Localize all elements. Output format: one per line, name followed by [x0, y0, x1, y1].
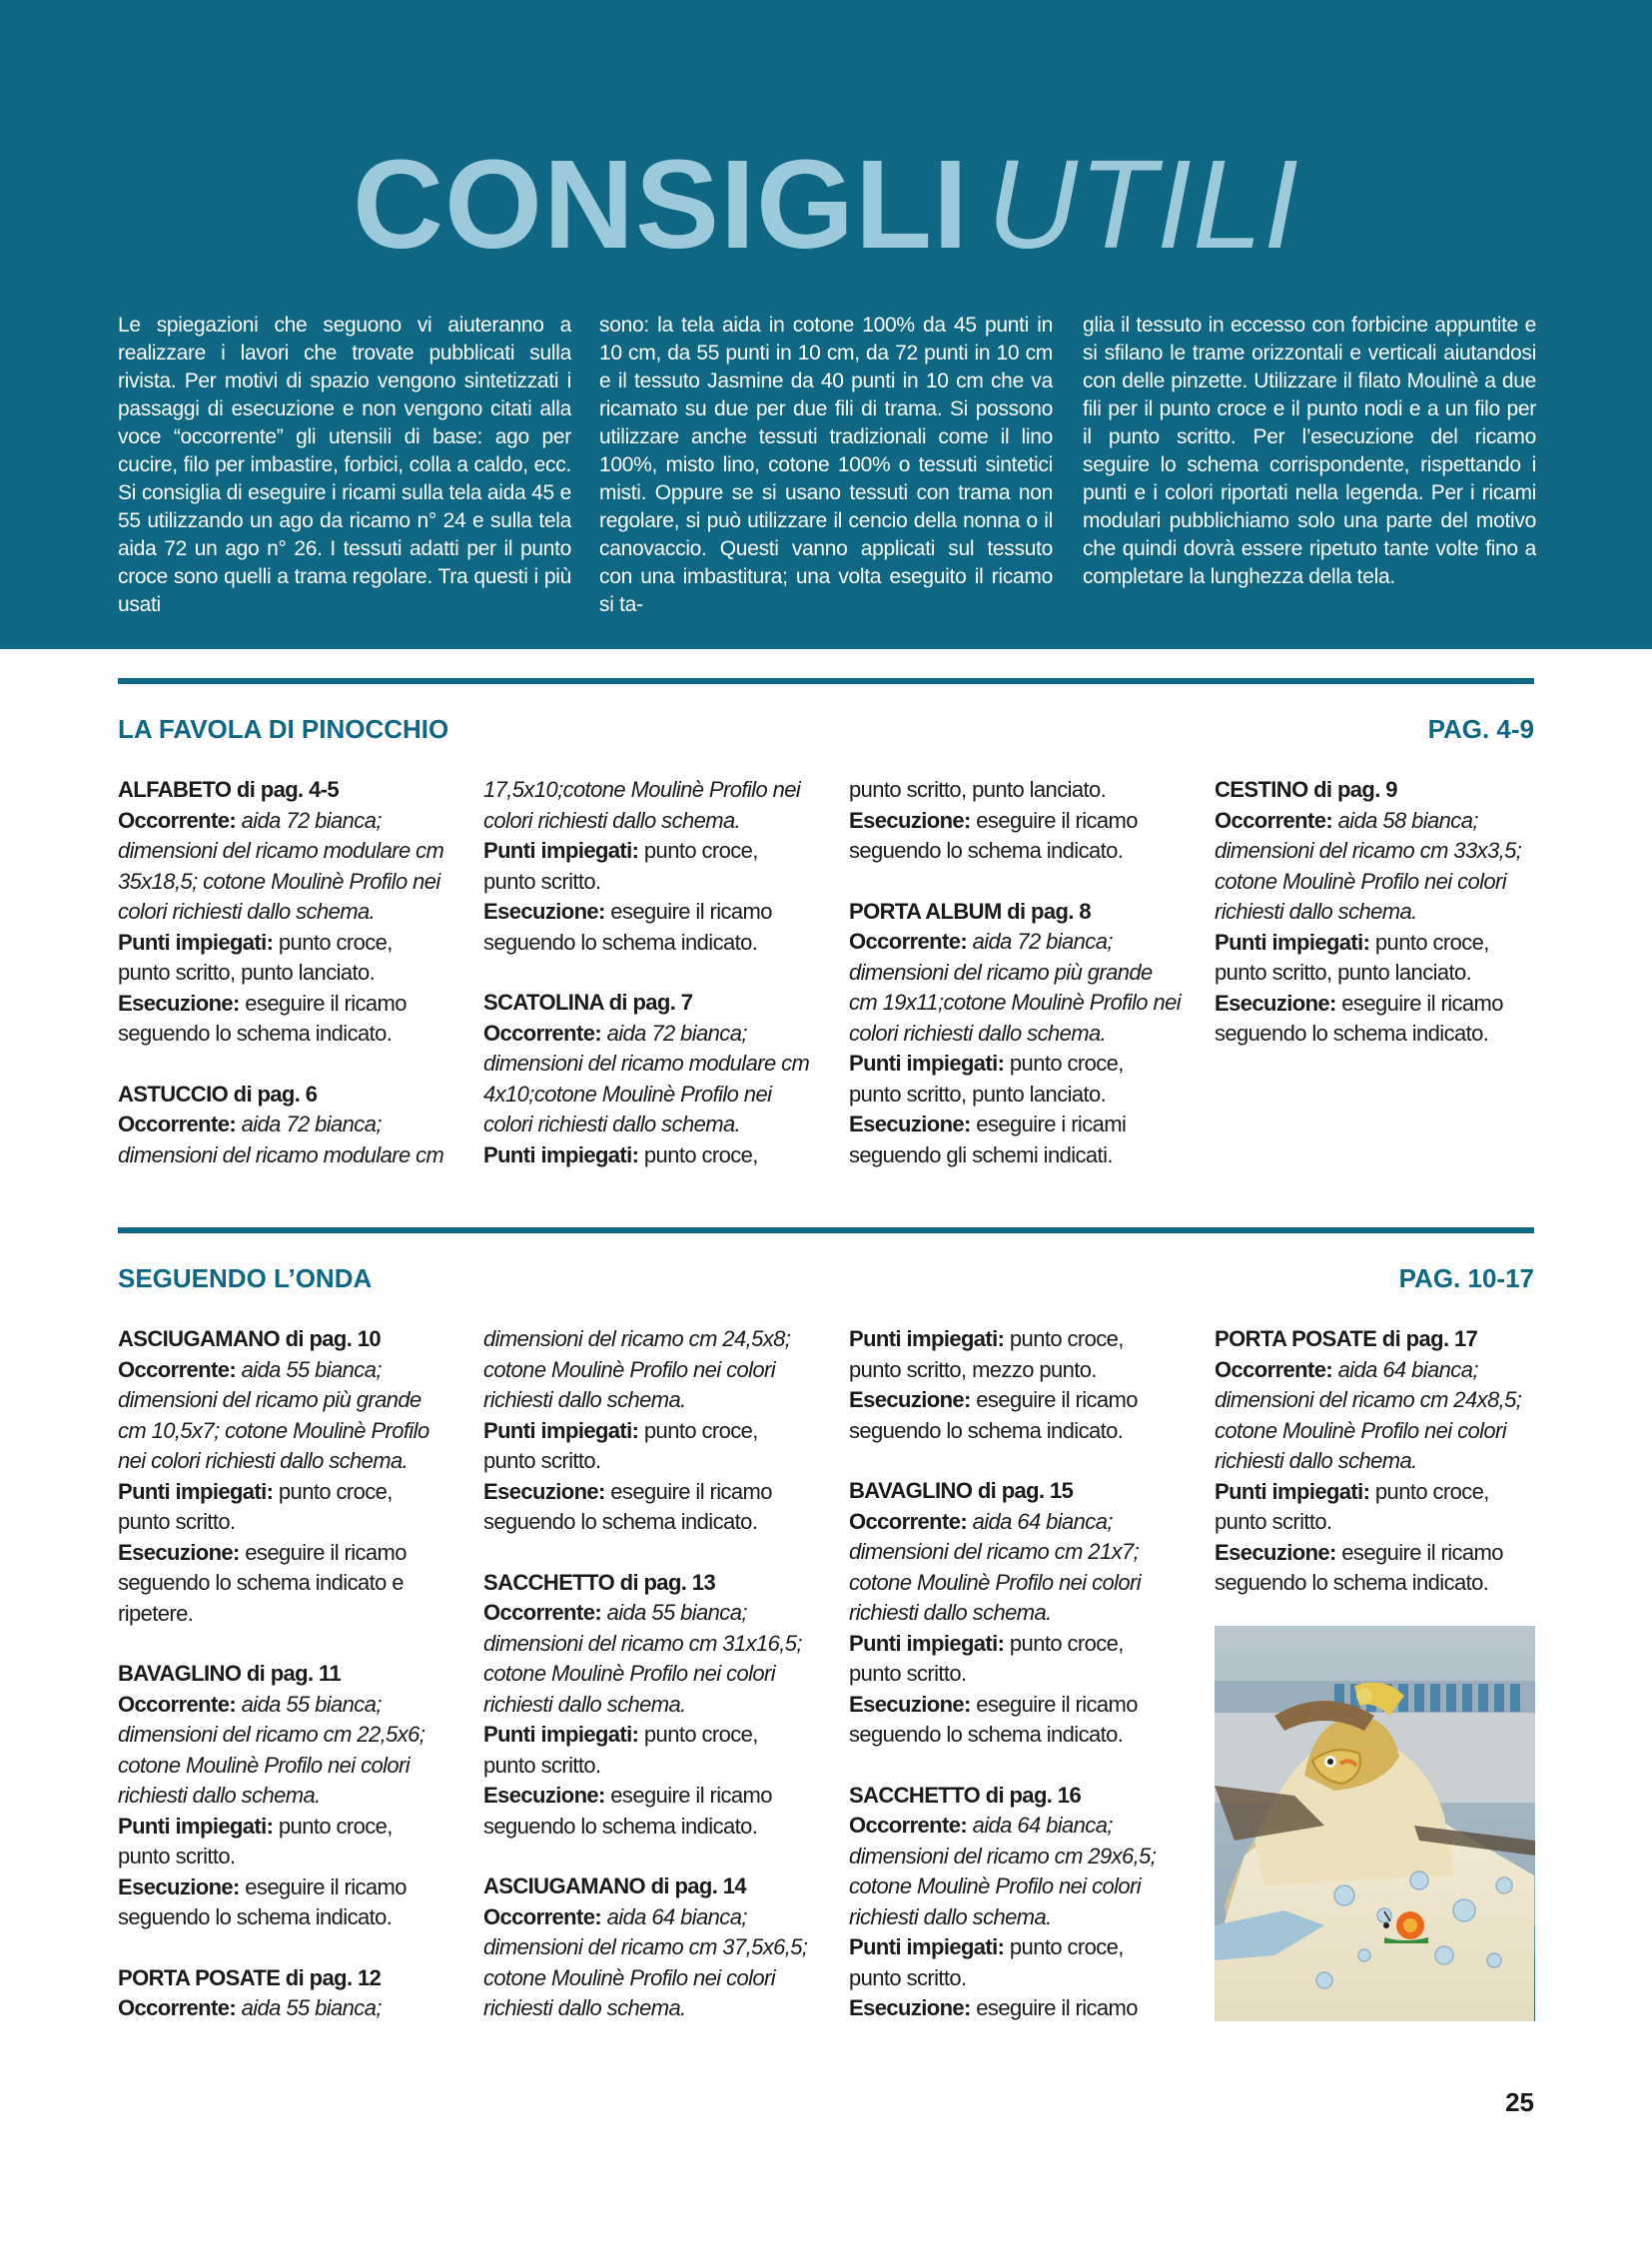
item-esecuzione: Esecuzione: eseguire il ricamo seguendo lo schema indicato.: [849, 1387, 1138, 1443]
section1-column-3: [849, 775, 1181, 1170]
item-title: PORTA POSATE di pag. 17: [1215, 1326, 1478, 1351]
item-punti: Punti impiegati: punto croce, punto scritto, mezzo punto.: [849, 1326, 1124, 1382]
section-page-pinocchio: PAG. 4-9: [1427, 714, 1534, 744]
item-occorrente-cont: dimensioni del ricamo cm 24,5x8; cotone Moulinè Profilo nei colori richiesti dallo schema.: [483, 1326, 791, 1412]
item-esecuzione: Esecuzione: eseguire il ricamo seguendo lo schema indicato.: [483, 899, 772, 955]
item-punti-cont: punto scritto, punto lanciato.: [849, 777, 1107, 802]
item-title: ALFABETO di pag. 4-5: [118, 777, 340, 802]
item-occorrente: Occorrente: aida 64 bianca; dimensioni del ricamo cm 37,5x6,5; cotone Moulinè Profilo nei colori richiesti dallo schema.: [483, 1903, 808, 2020]
section2-column-3: [849, 1324, 1181, 2024]
section1-column-4: [1215, 775, 1546, 1050]
item-occorrente: Occorrente: aida 64 bianca; dimensioni del ricamo cm 29x6,5; cotone Moulinè Profilo nei colori richiesti dallo schema.: [849, 1813, 1157, 1929]
item-title: BAVAGLINO di pag. 11: [118, 1661, 342, 1686]
section1-column-1: [118, 775, 449, 1170]
item-occorrente: Occorrente: aida 72 bianca; dimensioni del ricamo più grande cm 19x11;cotone Moulinè Profilo nei colori richiesti dallo schema.: [849, 929, 1182, 1046]
item-esecuzione: Esecuzione: eseguire il ricamo seguendo lo schema indicato.: [849, 807, 1138, 863]
item-title: ASCIUGAMANO di pag. 10: [118, 1326, 382, 1351]
item-punti: Punti impiegati: punto croce, punto scritto, punto lanciato.: [1215, 929, 1489, 985]
intro-text-1: Le spiegazioni che seguono vi aiuteranno a realizzare i lavori che trovate pubblicati sulla rivista. Per motivi di spazio vengono sintetizzati i passaggi di esecuzione e non vengono citati alla voce “occorrente” gli utensili di base: ago per cucire, filo per imbastire, forbici, colla a caldo, ecc. Si consiglia di eseguire i ricami sulla tela aida 45 e 55 utilizzando un ago da ricamo n° 24 e sulla tela aida 72 un ago n° 26. I tessuti adatti per il punto croce sono quelli a trama regolare. Tra questi i più usati: [118, 314, 571, 616]
item-occorrente: Occorrente: aida 72 bianca; dimensioni del ricamo modulare cm 35x18,5; cotone Moulinè Profilo nei colori richiesti dallo schema.: [118, 807, 444, 924]
item-occorrente: Occorrente: aida 55 bianca; dimensioni del ricamo cm 22,5x6; cotone Moulinè Profilo nei colori richiesti dallo schema.: [118, 1691, 425, 1808]
item-esecuzione: Esecuzione: eseguire il ricamo seguendo lo schema indicato.: [483, 1478, 772, 1534]
section2-column-2: [483, 1324, 815, 2024]
item-occorrente: Occorrente: aida 64 bianca; dimensioni del ricamo cm 21x7; cotone Moulinè Profilo nei colori richiesti dallo schema.: [849, 1508, 1142, 1625]
title-word-1: CONSIGLI: [352, 134, 969, 275]
intro-column-1: [118, 312, 571, 619]
title-word-2: UTILI: [986, 134, 1300, 275]
page-number: 25: [1505, 2087, 1534, 2117]
item-esecuzione: Esecuzione: eseguire il ricamo seguendo lo schema indicato e ripetere.: [118, 1539, 407, 1626]
item-punti: Punti impiegati: punto croce, punto scritto.: [849, 1630, 1124, 1686]
item-title: SCATOLINA di pag. 7: [483, 990, 693, 1015]
item-title: PORTA POSATE di pag. 12: [118, 1964, 382, 1990]
intro-text-2: sono: la tela aida in cotone 100% da 45 punti in 10 cm, da 55 punti in 10 cm, da 72 punti in 10 cm e il tessuto Jasmine da 40 punti in 10 cm che va ricamato su due per due fili di trama. Si possono utilizzare anche tessuti tradizionali come il lino 100%, misto lino, cotone 100% o tessuti sintetici misti. Oppure se si usano tessuti con trama non regolare, si può utilizzare il cencio della nonna o il canovaccio. Questi vanno applicati sul tessuto con una imbastitura; una volta eseguito il ricamo si ta-: [599, 314, 1053, 616]
item-esecuzione: Esecuzione: eseguire il ricamo seguendo lo schema indicato.: [849, 1691, 1138, 1747]
item-title: ASCIUGAMANO di pag. 14: [483, 1873, 747, 1898]
item-punti: Punti impiegati: punto croce, punto scritto.: [483, 1722, 758, 1778]
section-title-pinocchio: LA FAVOLA DI PINOCCHIO: [118, 714, 449, 744]
item-esecuzione: Esecuzione: eseguire il ricamo seguendo lo schema indicato.: [118, 990, 407, 1046]
item-esecuzione: Esecuzione: eseguire il ricamo seguendo lo schema indicato.: [483, 1783, 772, 1839]
item-occorrente: Occorrente: aida 72 bianca; dimensioni del ricamo modulare cm 4x10;cotone Moulinè Profilo nei colori richiesti dallo schema.: [483, 1020, 810, 1136]
section1-column-2: [483, 775, 815, 1170]
item-esecuzione: Esecuzione: eseguire il ricamo seguendo lo schema indicato.: [1215, 990, 1503, 1046]
item-title: CESTINO di pag. 9: [1215, 777, 1397, 802]
section-divider: [118, 1227, 1534, 1233]
item-occorrente: Occorrente: aida 55 bianca; dimensioni del ricamo più grande cm 10,5x7; cotone Moulinè Profilo nei colori richiesti dallo schema.: [118, 1356, 429, 1473]
item-punti: Punti impiegati: punto croce, punto scritto.: [483, 838, 758, 894]
product-photo: [1215, 1626, 1535, 2021]
item-punti: Punti impiegati: punto croce, punto scritto.: [118, 1478, 393, 1534]
header-banner: [0, 0, 1652, 649]
item-title: BAVAGLINO di pag. 15: [849, 1478, 1074, 1503]
item-occorrente: Occorrente: aida 72 bianca; dimensioni del ricamo modulare cm: [118, 1112, 444, 1167]
page-title: [0, 134, 1652, 275]
item-title: SACCHETTO di pag. 13: [483, 1569, 716, 1595]
item-occorrente: Occorrente: aida 64 bianca; dimensioni del ricamo cm 24x8,5; cotone Moulinè Profilo nei colori richiesti dallo schema.: [1215, 1356, 1522, 1473]
item-occorrente: Occorrente: aida 55 bianca;: [118, 1995, 382, 2020]
item-title: ASTUCCIO di pag. 6: [118, 1081, 318, 1107]
item-title: SACCHETTO di pag. 16: [849, 1782, 1082, 1808]
item-punti: Punti impiegati: punto croce, punto scritto.: [1215, 1478, 1489, 1534]
item-punti: Punti impiegati: punto croce, punto scritto, punto lanciato.: [849, 1051, 1124, 1107]
item-esecuzione: Esecuzione: eseguire il ricamo seguendo lo schema indicato.: [1215, 1539, 1503, 1595]
section2-column-4: [1215, 1324, 1546, 1599]
item-esecuzione: Esecuzione: eseguire il ricamo: [849, 1995, 1138, 2020]
item-occorrente: Occorrente: aida 58 bianca; dimensioni del ricamo cm 33x3,5; cotone Moulinè Profilo nei colori richiesti dallo schema.: [1215, 807, 1522, 924]
item-punti: Punti impiegati: punto croce, punto scritto, punto lanciato.: [118, 929, 393, 985]
item-occorrente: Occorrente: aida 55 bianca; dimensioni del ricamo cm 31x16,5; cotone Moulinè Profilo nei colori richiesti dallo schema.: [483, 1600, 802, 1717]
item-punti: Punti impiegati: punto croce, punto scritto.: [849, 1934, 1124, 1990]
section-divider: [118, 678, 1534, 684]
item-esecuzione: Esecuzione: eseguire il ricamo seguendo lo schema indicato.: [118, 1873, 407, 1929]
intro-column-2: [599, 312, 1053, 619]
item-punti: Punti impiegati: punto croce, punto scritto.: [118, 1813, 393, 1868]
item-punti: Punti impiegati: punto croce,: [483, 1141, 758, 1167]
section2-column-1: [118, 1324, 449, 2024]
item-title: PORTA ALBUM di pag. 8: [849, 898, 1092, 924]
item-esecuzione: Esecuzione: eseguire i ricami seguendo gli schemi indicati.: [849, 1112, 1127, 1167]
photo-illustration: [1215, 1626, 1535, 2021]
intro-column-3: [1083, 312, 1536, 591]
item-punti: Punti impiegati: punto croce, punto scritto.: [483, 1417, 758, 1473]
item-occorrente-cont: 17,5x10;cotone Moulinè Profilo nei colori richiesti dallo schema.: [483, 777, 801, 833]
section-title-onda: SEGUENDO L’ONDA: [118, 1263, 373, 1293]
section-page-onda: PAG. 10-17: [1398, 1263, 1534, 1293]
intro-text-3: glia il tessuto in eccesso con forbicine appuntite e si sfilano le trame orizzontali e verticali aiutandosi con delle pinzette. Utilizzare il filato Moulinè a due fili per il punto croce e il punto nodi e a un filo per il punto scritto. Per l’esecuzione del ricamo seguire lo schema corrispondente, rispettando i punti e i colori riportati nella legenda. Per i ricami modulari pubblichiamo solo una parte del motivo che quindi dovrà essere ripetuto tante volte fino a completare la lunghezza della tela.: [1083, 314, 1536, 588]
